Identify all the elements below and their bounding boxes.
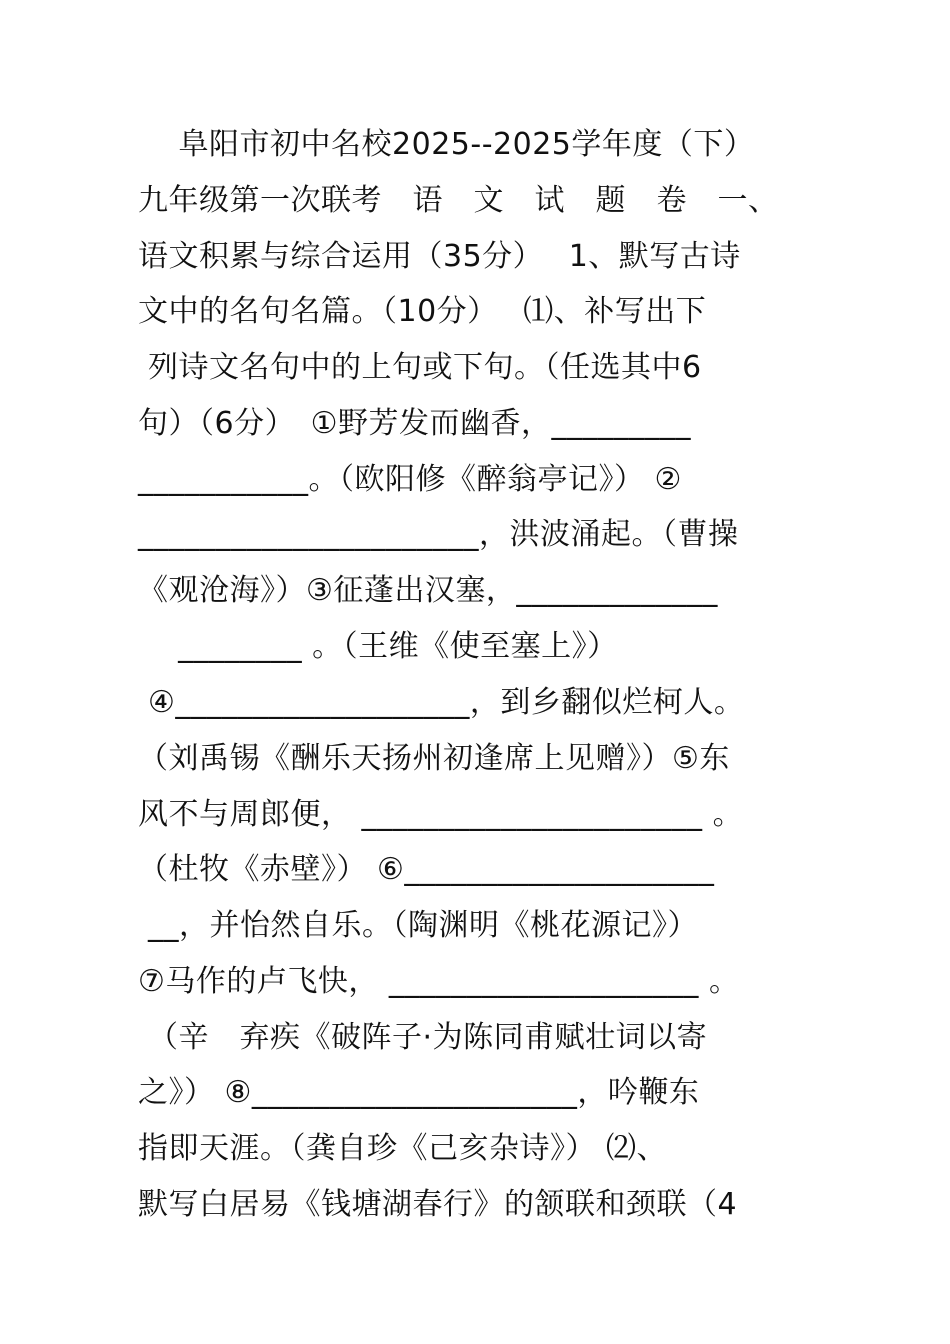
- text-line: 语文积累与综合运用（35分） 1、默写古诗: [138, 239, 741, 274]
- text-line: ___________。（欧阳修《醉翁亭记》） ②: [138, 462, 682, 497]
- text-line: （刘禹锡《酬乐天扬州初逢席上见赠》）⑤东: [138, 741, 730, 776]
- text-line: ______________________，洪波涌起。（曹操: [138, 517, 739, 552]
- text-line: ④___________________，到乡翻似烂柯人。: [138, 685, 745, 720]
- text-line: 阜阳市初中名校2025--2025学年度（下）: [138, 127, 755, 162]
- text-line: （辛 弃疾《破阵子·为陈同甫赋壮词以寄: [138, 1020, 708, 1055]
- text-line: 九年级第一次联考 语 文 试 题 卷 一、: [138, 183, 779, 218]
- text-line: （杜牧《赤壁》） ⑥____________________: [138, 852, 715, 887]
- text-line: 风不与周郎便， ______________________ 。: [138, 797, 744, 832]
- text-line: 之》） ⑧_____________________，吟鞭东: [138, 1075, 700, 1110]
- text-line: 列诗文名句中的上句或下句。（任选其中6: [138, 350, 702, 385]
- text-line: 默写白居易《钱塘湖春行》的颔联和颈联（4: [138, 1187, 738, 1222]
- text-line: ________ 。（王维《使至塞上》）: [138, 629, 618, 664]
- text-line: __，并怡然自乐。（陶渊明《桃花源记》）: [138, 908, 699, 943]
- text-line: 句）（6分） ①野芳发而幽香，_________: [138, 406, 691, 441]
- text-line: 指即天涯。（龚自珍《己亥杂诗》） ⑵、: [138, 1131, 668, 1166]
- text-line: ⑦马作的卢飞快， ____________________ 。: [138, 964, 740, 999]
- text-line: 《观沧海》）③征蓬出汉塞，_____________: [138, 573, 718, 608]
- text-line: 文中的名句名篇。（10分） ⑴、补写出下: [138, 294, 707, 329]
